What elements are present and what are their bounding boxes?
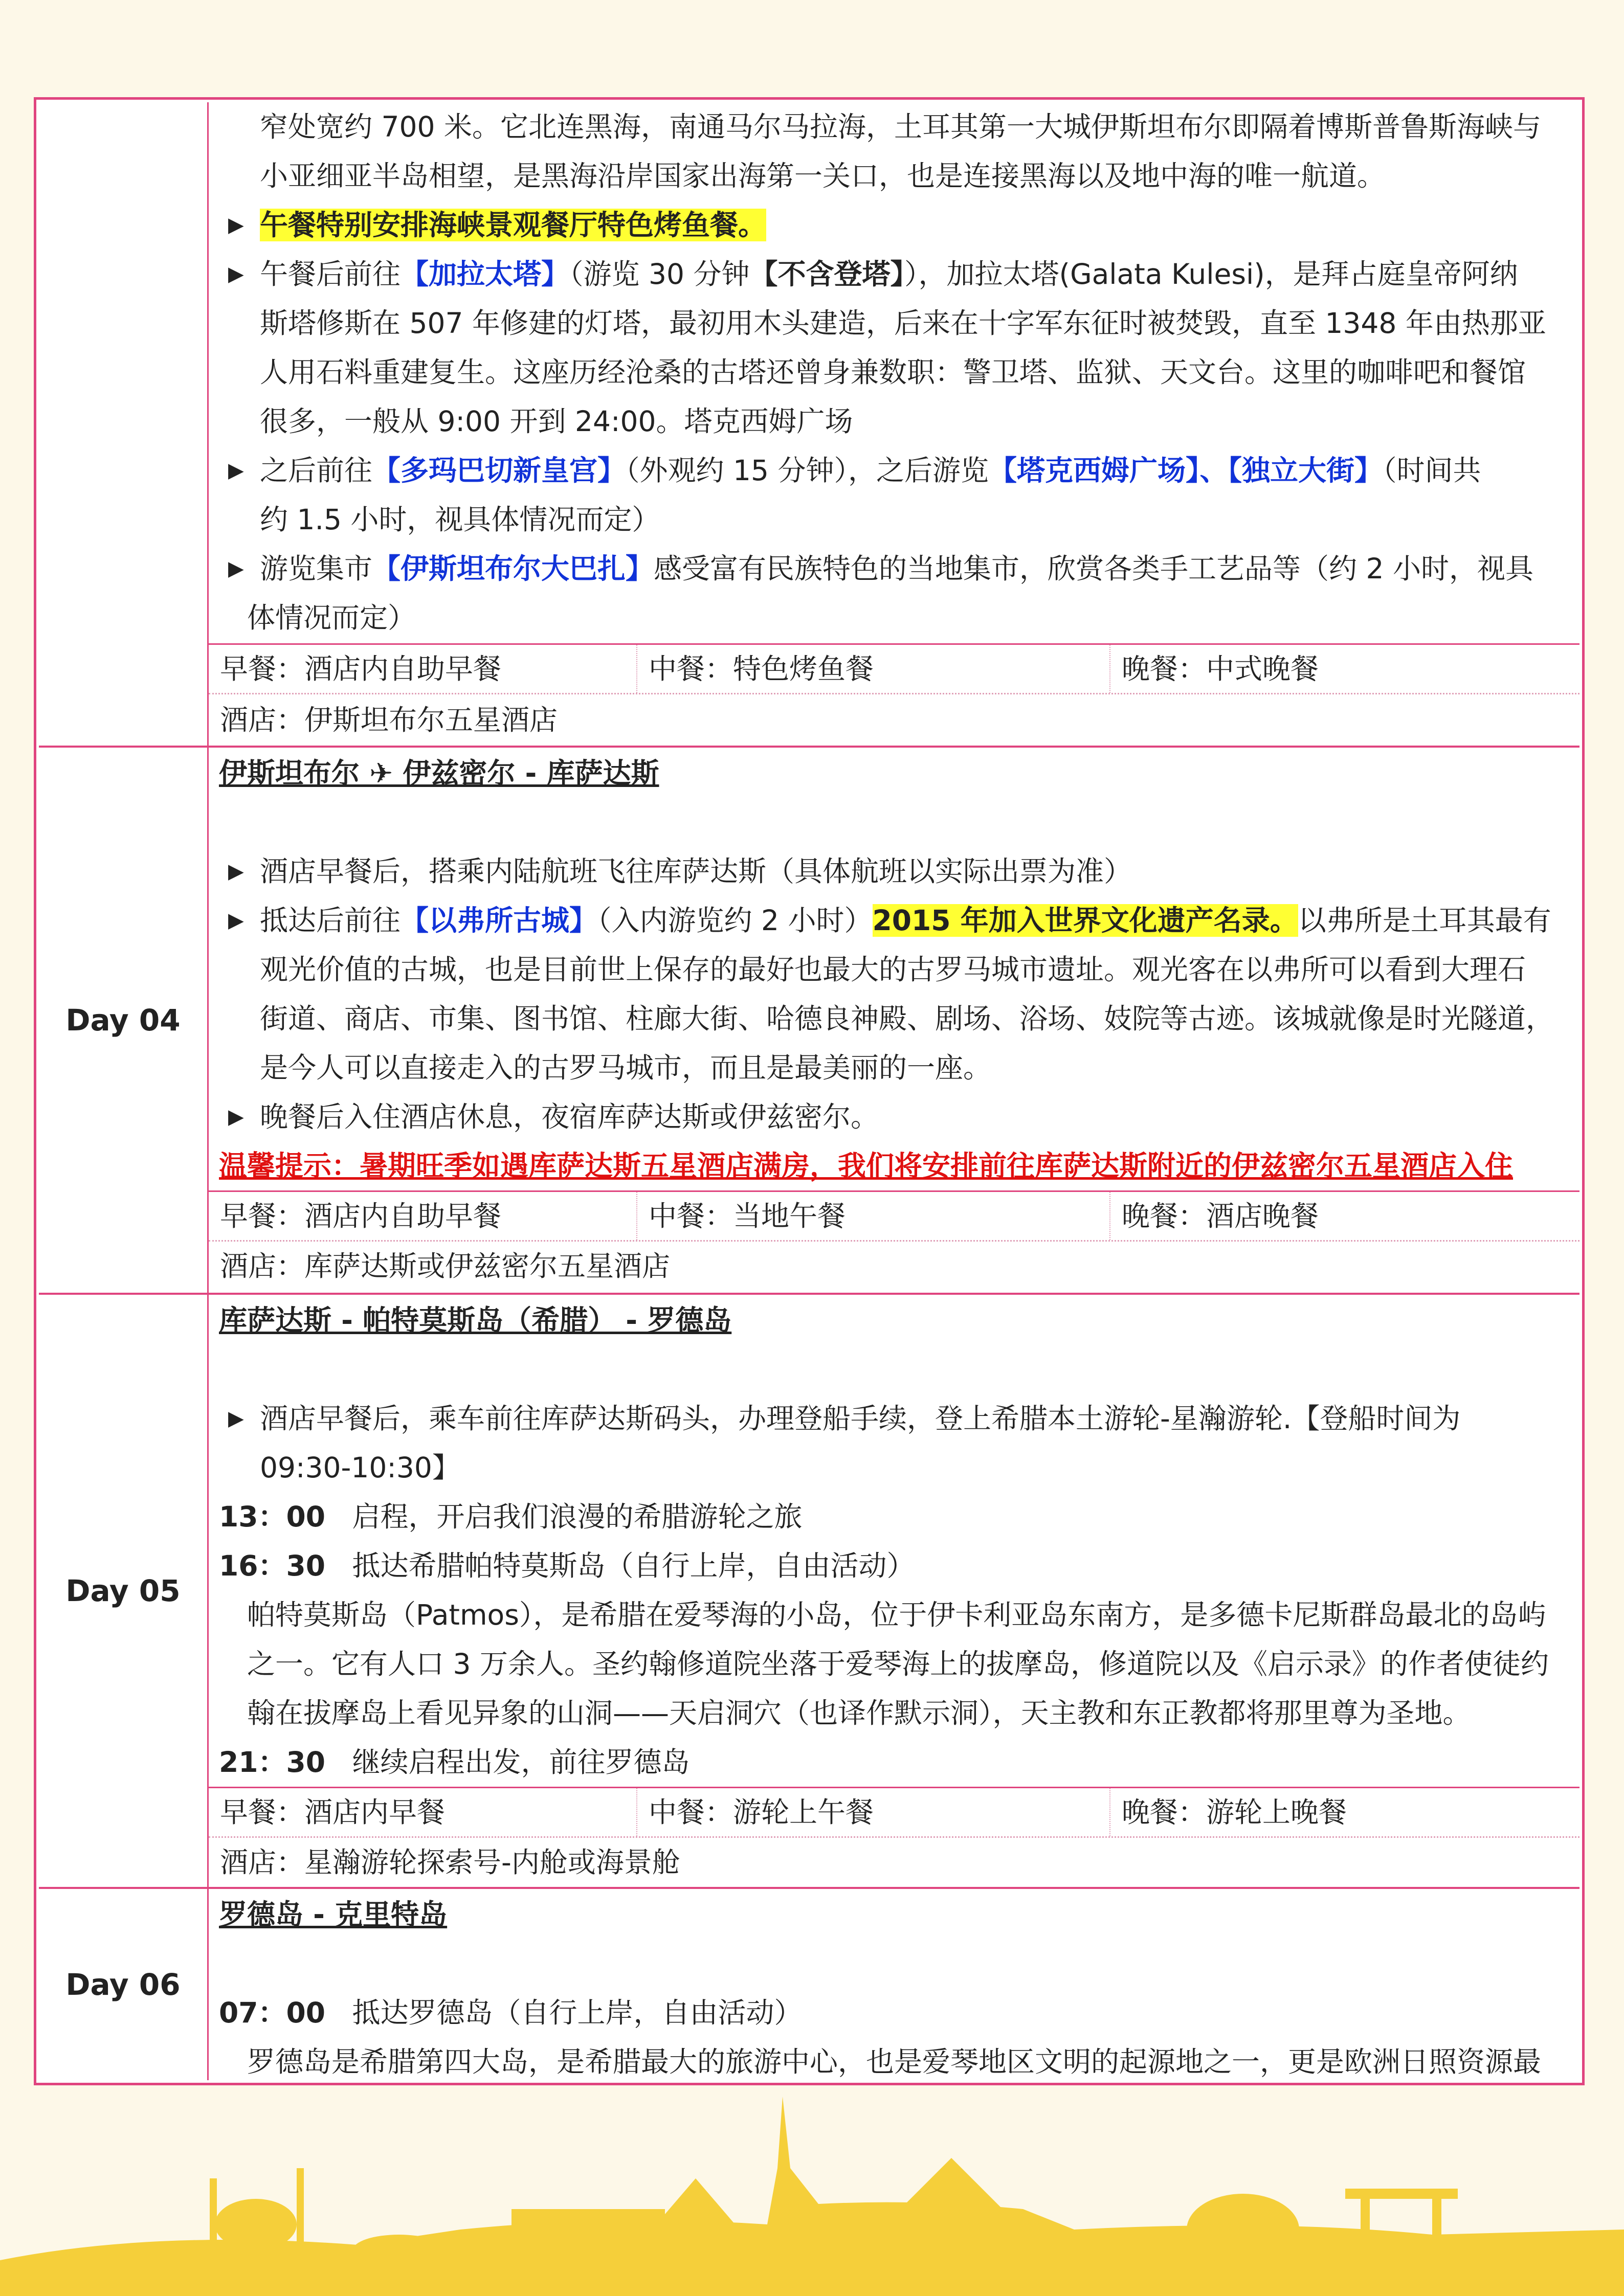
bullet-icon: ▶ <box>228 459 244 482</box>
galata-mid: （游览 30 分钟 <box>569 258 750 290</box>
time-label: 13：00 <box>219 1500 326 1533</box>
day05-time-1 <box>209 1492 1579 1541</box>
day05-time-3 <box>209 1738 1579 1787</box>
text-line: 人用石料重建复生。这座历经沧桑的古塔还曾身兼数职：警卫塔、监狱、天文台。这里的咖啡吧和餐馆 <box>260 356 1526 389</box>
day05-item-1-text: 酒店早餐后，乘车前往库萨达斯码头，办理登船手续，登上希腊本土游轮-星瀚游轮.【登船时间为 <box>260 1402 1461 1435</box>
meals-row <box>209 1787 1579 1838</box>
day06-time-1 <box>209 1988 1579 2037</box>
breakfast-cell: 早餐：酒店内自助早餐 <box>209 645 637 693</box>
galata-name: 【加拉太塔】 <box>401 258 570 290</box>
skyline-footer-illustration <box>0 2076 1624 2296</box>
time-text: 启程，开启我们浪漫的希腊游轮之旅 <box>352 1500 803 1533</box>
unesco-highlight: 2015 年加入世界文化遗产名录。 <box>872 904 1298 937</box>
day06-label: Day 06 <box>39 1889 209 2080</box>
bazaar-post: 感受富有民族特色的当地集市，欣赏各类手工艺品等（约 2 小时，视具 <box>654 552 1533 585</box>
torii-post <box>1361 2199 1370 2250</box>
ephesus-name: 【以弗所古城】 <box>401 904 598 937</box>
bazaar-item <box>209 544 1579 593</box>
bullet-icon: ▶ <box>228 213 244 237</box>
text-line: 小亚细亚半岛相望，是黑海沿岸国家出海第一关口，也是连接黑海以及地中海的唯一航道。 <box>260 160 1386 192</box>
text-line: 街道、商店、市集、图书馆、柱廊大街、哈德良神殿、剧场、浴场、妓院等古迹。该城就像是时光隧道， <box>260 1002 1554 1035</box>
text-line: 是今人可以直接走入的古罗马城市，而且是最美丽的一座。 <box>260 1051 992 1084</box>
day04-item-2 <box>209 896 1579 945</box>
palace-name: 【多玛巴切新皇宫】 <box>372 454 626 487</box>
continued-day-row <box>39 102 1579 748</box>
minaret-shape <box>210 2178 217 2250</box>
text-line: 体情况而定） <box>247 601 416 634</box>
text-line: 斯塔修斯在 507 年修建的灯塔，最初用木头建造，后来在十字军东征时被焚毁，直至 1348 年由热那亚 <box>260 307 1546 340</box>
lunch-note-item <box>209 200 1579 250</box>
day05-label: Day 05 <box>39 1295 209 1887</box>
text-line: 约 1.5 小时，视具体情况而定） <box>260 503 660 536</box>
day04-warning-text: 温馨提示：暑期旺季如遇库萨达斯五星酒店满房，我们将安排前往库萨达斯附近的伊兹密尔五星酒店入住 <box>219 1150 1514 1182</box>
hotel-row: 酒店：库萨达斯或伊兹密尔五星酒店 <box>220 1250 671 1282</box>
square-street-names: 【塔克西姆广场】、【独立大街】 <box>988 454 1383 487</box>
palace-mid: （外观约 15 分钟），之后游览 <box>626 454 989 487</box>
day05-row <box>39 1295 1579 1889</box>
bullet-icon: ▶ <box>228 1407 244 1430</box>
galata-no-tower: 【不含登塔】 <box>749 258 904 290</box>
palace-item <box>209 446 1579 495</box>
time-text: 抵达罗德岛（自行上岸，自由活动） <box>352 1996 803 2029</box>
ephesus-mid: （入内游览约 2 小时） <box>597 904 873 937</box>
bazaar-pre: 游览集市 <box>260 552 373 585</box>
torii-beam <box>1345 2189 1458 2199</box>
day05-time-2 <box>209 1541 1579 1590</box>
ephesus-pre: 抵达后前往 <box>260 904 401 937</box>
text-line: 罗德岛是希腊第四大岛，是希腊最大的旅游中心，也是爱琴地区文明的起源地之一，更是欧洲日照资源最 <box>247 2045 1542 2078</box>
lunch-note-highlight: 午餐特别安排海峡景观餐厅特色烤鱼餐。 <box>260 209 767 241</box>
day04-item-1-text: 酒店早餐后，搭乘内陆航班飞往库萨达斯（具体航班以实际出票为准） <box>260 855 1132 888</box>
time-text: 抵达希腊帕特莫斯岛（自行上岸，自由活动） <box>352 1549 915 1582</box>
dinner-cell: 晚餐：酒店晚餐 <box>1122 1200 1319 1232</box>
time-label: 07：00 <box>219 1996 326 2029</box>
text-line: 观光价值的古城，也是目前世上保存的最好也最大的古罗马城市遗址。观光客在以弗所可以看到大理石 <box>260 953 1526 986</box>
bullet-icon: ▶ <box>228 860 244 883</box>
dinner-cell: 晚餐：中式晚餐 <box>1122 652 1319 685</box>
lunch-cell: 中餐：特色烤鱼餐 <box>637 645 1110 693</box>
day05-item-1 <box>209 1394 1579 1443</box>
lunch-cell: 中餐：当地午餐 <box>637 1192 1110 1240</box>
day04-label: Day 04 <box>39 748 209 1293</box>
bullet-icon: ▶ <box>228 557 244 580</box>
dinner-cell: 晚餐：游轮上晚餐 <box>1122 1796 1347 1829</box>
text-line: 窄处宽约 700 米。它北连黑海，南通马尔马拉海，土耳其第一大城伊斯坦布尔即隔着博斯普鲁斯海峡与 <box>260 110 1541 143</box>
galata-item <box>209 250 1579 299</box>
day06-route-title: 罗德岛 - 克里特岛 <box>219 1898 448 1931</box>
minaret-shape <box>297 2168 304 2250</box>
galata-pre: 午餐后前往 <box>260 258 401 290</box>
meals-row <box>209 643 1579 694</box>
bullet-icon: ▶ <box>228 909 244 932</box>
meals-row <box>209 1190 1579 1242</box>
time-text: 继续启程出发，前往罗德岛 <box>352 1746 690 1779</box>
ship-shape <box>511 2209 665 2240</box>
breakfast-cell: 早餐：酒店内自助早餐 <box>209 1192 637 1240</box>
bullet-icon: ▶ <box>228 1105 244 1129</box>
time-label: 21：30 <box>219 1746 326 1779</box>
bullet-icon: ▶ <box>228 262 244 286</box>
palace-post: （时间共 <box>1383 454 1481 487</box>
dome-shape <box>215 2199 297 2250</box>
elephant-shape <box>1187 2194 1299 2265</box>
day04-item-3-text: 晚餐后入住酒店休息，夜宿库萨达斯或伊兹密尔。 <box>260 1100 879 1133</box>
text-line: 很多，一般从 9:00 开到 24:00。塔克西姆广场 <box>260 405 853 438</box>
bazaar-name: 【伊斯坦布尔大巴扎】 <box>372 552 654 585</box>
text-line: 帕特莫斯岛（Patmos），是希腊在爱琴海的小岛，位于伊卡利亚岛东南方，是多德卡尼斯群岛最北的岛屿 <box>247 1599 1546 1631</box>
palace-pre: 之后前往 <box>260 454 373 487</box>
lunch-cell: 中餐：游轮上午餐 <box>637 1788 1110 1836</box>
day05-route-title: 库萨达斯 - 帕特莫斯岛（希腊） - 罗德岛 <box>219 1304 732 1337</box>
hotel-row: 酒店：伊斯坦布尔五星酒店 <box>220 704 558 736</box>
day04-route-title: 伊斯坦布尔 ✈ 伊兹密尔 - 库萨达斯 <box>219 757 659 790</box>
day04-warning <box>209 1141 1579 1190</box>
animal-shape <box>353 2235 445 2265</box>
pyramid-shape <box>870 2158 1033 2240</box>
day04-item-1 <box>209 847 1579 896</box>
breakfast-cell: 早餐：酒店内早餐 <box>209 1788 637 1836</box>
text-line: 之一。它有人口 3 万余人。圣约翰修道院坐落于爱琴海上的拔摩岛，修道院以及《启示录》的作者使徒约 <box>247 1648 1549 1680</box>
time-label: 16：30 <box>219 1549 326 1582</box>
ephesus-post: 以弗所是土耳其最有 <box>1298 904 1551 937</box>
text-line: 翰在拔摩岛上看见异象的山洞——天启洞穴（也译作默示洞），天主教和东正教都将那里尊为圣地。 <box>247 1697 1471 1729</box>
galata-post: ），加拉太塔(Galata Kulesi)，是拜占庭皇帝阿纳 <box>904 258 1518 290</box>
day06-row <box>39 1889 1579 2080</box>
torii-post <box>1432 2199 1441 2250</box>
day04-item-3 <box>209 1092 1579 1141</box>
day04-row <box>39 748 1579 1295</box>
continued-day-label-cell <box>39 102 209 746</box>
hotel-row: 酒店：星瀚游轮探索号-内舱或海景舱 <box>220 1846 680 1879</box>
text-line: 09:30-10:30】 <box>260 1451 460 1484</box>
